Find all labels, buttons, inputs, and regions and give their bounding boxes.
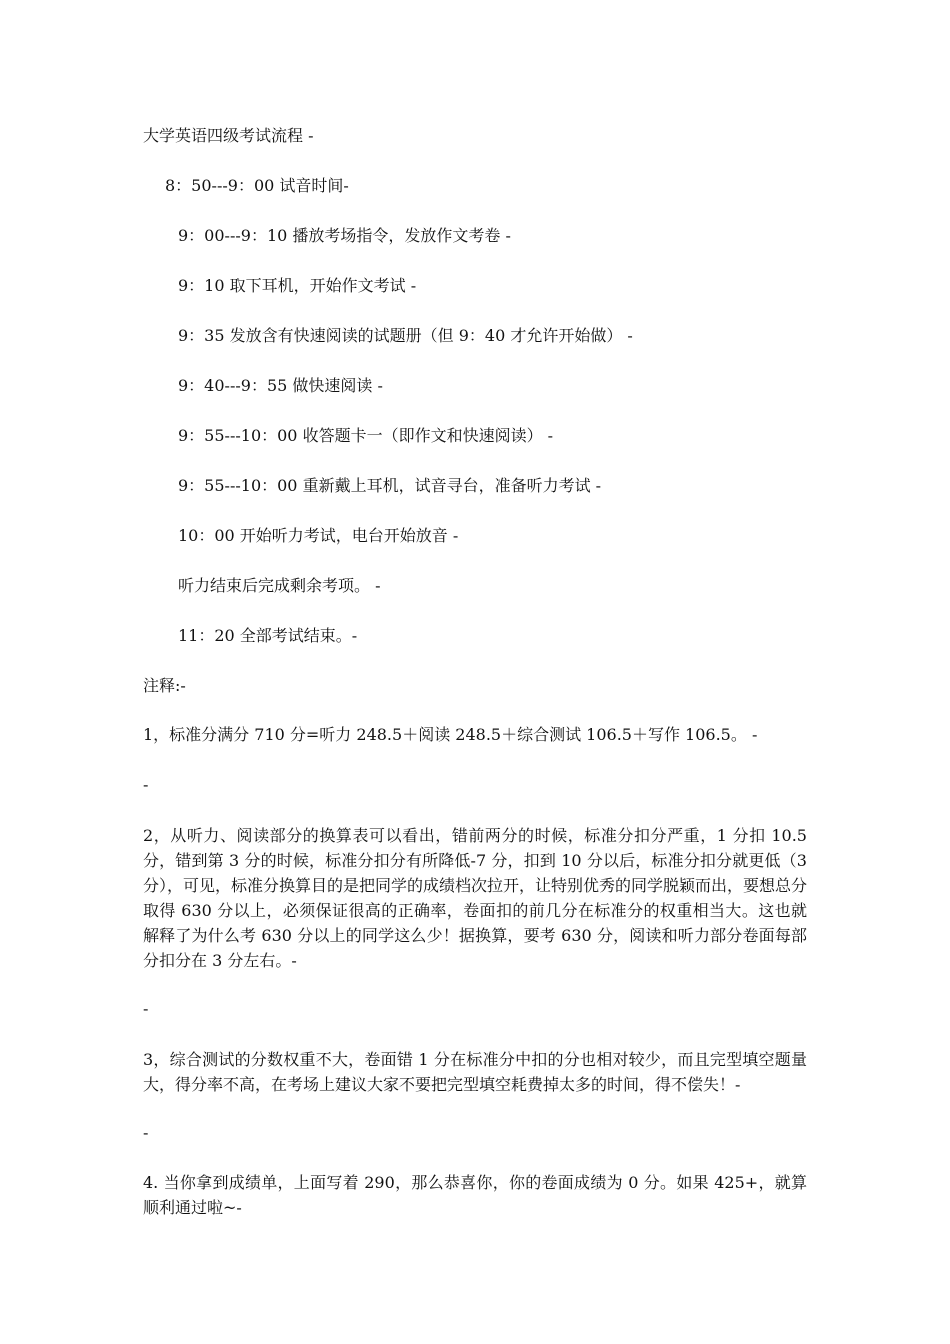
schedule-item: 10：00 开始听力考试，电台开始放音 - <box>178 526 459 545</box>
note-separator: - <box>143 999 149 1018</box>
schedule-item: 11：20 全部考试结束。- <box>178 626 358 645</box>
document-title: 大学英语四级考试流程 - <box>143 126 314 145</box>
schedule-item: 9：35 发放含有快速阅读的试题册（但 9：40 才允许开始做） - <box>178 326 633 345</box>
note-separator: - <box>143 775 149 794</box>
notes-heading: 注释:- <box>143 676 186 695</box>
schedule-item: 9：00---9：10 播放考场指令，发放作文考卷 - <box>178 226 511 245</box>
schedule-item: 9：55---10：00 重新戴上耳机，试音寻台，准备听力考试 - <box>178 476 602 495</box>
schedule-item: 听力结束后完成剩余考项。 - <box>178 576 381 595</box>
note-paragraph: 2，从听力、阅读部分的换算表可以看出，错前两分的时候，标准分扣分严重，1 分扣 10.5 分，错到第 3 分的时候，标准分扣分有所降低-7 分，扣到 10 分以后，标准分扣分就更低（3 分），可见，标准分换算目的是把同学的成绩档次拉开，让特别优秀的同学脱颖而出，要想总分取得 630 分以上，必须保证很高的正确率，卷面扣的前几分在标准分的权重相当大。这也就解释了为什么考 630 分以上的同学这么少！据换算，要考 630 分，阅读和听力部分卷面每部分扣分在 3 分左右。- <box>143 826 808 970</box>
note-paragraph: 1，标准分满分 710 分=听力 248.5＋阅读 248.5＋综合测试 106.5＋写作 106.5。 - <box>143 725 758 744</box>
note-paragraph: 4. 当你拿到成绩单，上面写着 290，那么恭喜你，你的卷面成绩为 0 分。如果 425+，就算顺利通过啦~- <box>143 1173 807 1217</box>
note-separator: - <box>143 1123 149 1142</box>
schedule-item: 9：40---9：55 做快速阅读 - <box>178 376 383 395</box>
schedule-item: 8：50---9：00 试音时间- <box>165 176 349 195</box>
schedule-item: 9：10 取下耳机，开始作文考试 - <box>178 276 417 295</box>
schedule-item: 9：55---10：00 收答题卡一（即作文和快速阅读） - <box>178 426 554 445</box>
note-paragraph: 3，综合测试的分数权重不大，卷面错 1 分在标准分中扣的分也相对较少，而且完型填空题量大，得分率不高，在考场上建议大家不要把完型填空耗费掉太多的时间，得不偿失！- <box>143 1050 807 1094</box>
